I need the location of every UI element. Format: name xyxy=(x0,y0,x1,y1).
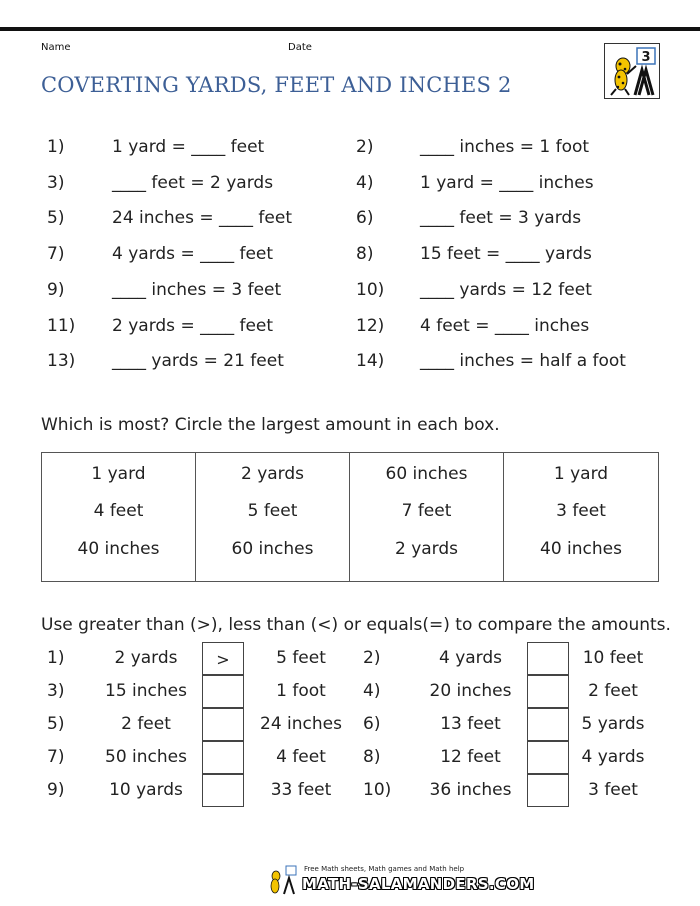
footer-tagline: Free Math sheets, Math games and Math help xyxy=(304,865,465,873)
answer-box[interactable] xyxy=(527,741,569,774)
which-is-most-boxes xyxy=(41,452,659,582)
amount-option[interactable]: 60 inches xyxy=(385,464,468,484)
section3-heading: Use greater than (>), less than (<) or equals(=) to compare the amounts. xyxy=(41,615,671,635)
answer-box[interactable] xyxy=(527,774,569,807)
answer-box[interactable] xyxy=(527,675,569,708)
comparison-amount-a: 15 inches xyxy=(105,681,187,701)
question-text[interactable]: 24 inches = ____ feet xyxy=(112,208,292,228)
comparison-row xyxy=(0,675,700,708)
salamander-logo-icon xyxy=(604,43,660,99)
answer-box[interactable] xyxy=(202,774,244,807)
comparison-number: 7) xyxy=(47,747,65,767)
answer-box[interactable] xyxy=(527,642,569,675)
question-text[interactable]: ____ inches = 1 foot xyxy=(420,137,590,157)
question-text[interactable]: ____ yards = 12 feet xyxy=(420,280,592,300)
question-number: 7) xyxy=(47,244,65,264)
comparison-amount-b: 5 yards xyxy=(581,714,645,734)
comparison-row xyxy=(0,774,700,807)
comparison-amount-b: 2 feet xyxy=(588,681,638,701)
question-number: 9) xyxy=(47,280,65,300)
comparison-number: 3) xyxy=(47,681,65,701)
answer-box[interactable] xyxy=(202,741,244,774)
amount-option[interactable]: 60 inches xyxy=(231,539,314,559)
comparison-amount-b: 10 feet xyxy=(582,648,644,668)
section2-heading: Which is most? Circle the largest amount in each box. xyxy=(41,415,500,435)
comparison-number: 2) xyxy=(363,648,381,668)
question-text[interactable]: ____ yards = 21 feet xyxy=(112,351,284,371)
comparison-row xyxy=(0,642,700,675)
question-text[interactable]: ____ feet = 2 yards xyxy=(112,173,274,193)
question-text[interactable]: 1 yard = ____ inches xyxy=(420,173,594,193)
comparison-amount-a: 2 yards xyxy=(114,648,178,668)
comparison-amount-a: 50 inches xyxy=(105,747,187,767)
question-number: 5) xyxy=(47,208,65,228)
amount-box xyxy=(196,453,350,581)
amount-option[interactable]: 40 inches xyxy=(540,539,622,559)
comparison-row xyxy=(0,741,700,774)
question-number: 3) xyxy=(47,173,65,193)
question-number: 10) xyxy=(356,280,385,300)
comparison-number: 6) xyxy=(363,714,381,734)
footer-logo xyxy=(266,864,535,896)
amount-option[interactable]: 1 yard xyxy=(91,464,146,484)
comparison-amount-a: 4 yards xyxy=(438,648,503,668)
comparison-amount-b: 1 foot xyxy=(276,681,326,701)
question-number: 4) xyxy=(356,173,374,193)
amount-option[interactable]: 5 feet xyxy=(247,501,298,521)
amount-option[interactable]: 4 feet xyxy=(93,501,144,521)
amount-option[interactable]: 7 feet xyxy=(401,501,452,521)
question-number: 8) xyxy=(356,244,374,264)
comparison-row xyxy=(0,708,700,741)
comparison-amount-a: 12 feet xyxy=(440,747,501,767)
amount-option[interactable]: 3 feet xyxy=(556,501,606,521)
question-number: 1) xyxy=(47,137,65,157)
comparison-amount-a: 20 inches xyxy=(429,681,512,701)
comparison-amount-b: 33 feet xyxy=(270,780,332,800)
question-text[interactable]: ____ inches = half a foot xyxy=(420,351,626,371)
date-label: Date xyxy=(288,42,312,53)
comparison-amount-a: 13 feet xyxy=(440,714,501,734)
comparison-number: 1) xyxy=(47,648,65,668)
comparison-number: 4) xyxy=(363,681,381,701)
comparison-amount-a: 10 yards xyxy=(109,780,183,800)
question-text[interactable]: ____ inches = 3 feet xyxy=(112,280,282,300)
question-text[interactable]: 15 feet = ____ yards xyxy=(420,244,592,264)
footer-salamander-icon xyxy=(266,864,300,896)
question-number: 14) xyxy=(356,351,385,371)
comparison-amount-b: 4 yards xyxy=(581,747,645,767)
comparison-number: 9) xyxy=(47,780,65,800)
question-number: 6) xyxy=(356,208,374,228)
comparison-amount-a: 2 feet xyxy=(121,714,171,734)
question-text[interactable]: 2 yards = ____ feet xyxy=(112,316,274,336)
question-text[interactable]: ____ feet = 3 yards xyxy=(420,208,582,228)
comparison-number: 5) xyxy=(47,714,65,734)
comparison-amount-b: 24 inches xyxy=(260,714,342,734)
question-number: 13) xyxy=(47,351,76,371)
question-number: 12) xyxy=(356,316,385,336)
page-title: COVERTING YARDS, FEET AND INCHES 2 xyxy=(41,73,512,97)
amount-option[interactable]: 2 yards xyxy=(394,539,459,559)
answer-box[interactable] xyxy=(527,708,569,741)
question-text[interactable]: 1 yard = ____ feet xyxy=(112,137,265,157)
question-text[interactable]: 4 feet = ____ inches xyxy=(420,316,590,336)
amount-option[interactable]: 1 yard xyxy=(553,464,609,484)
answer-box[interactable] xyxy=(202,675,244,708)
amount-box xyxy=(504,453,658,581)
amount-box xyxy=(350,453,504,581)
top-rule xyxy=(0,27,700,31)
name-label: Name xyxy=(41,42,71,53)
question-number: 2) xyxy=(356,137,374,157)
footer-brand: MATH-SALAMANDERS.COM xyxy=(302,875,535,893)
amount-option[interactable]: 2 yards xyxy=(240,464,305,484)
comparison-amount-a: 36 inches xyxy=(429,780,512,800)
comparison-amount-b: 4 feet xyxy=(276,747,326,767)
comparison-amount-b: 3 feet xyxy=(588,780,638,800)
question-number: 11) xyxy=(47,316,76,336)
question-text[interactable]: 4 yards = ____ feet xyxy=(112,244,274,264)
answer-box[interactable]: > xyxy=(202,642,244,675)
comparison-number: 10) xyxy=(363,780,392,800)
svg-text:3: 3 xyxy=(641,50,651,65)
amount-box xyxy=(42,453,196,581)
comparison-amount-b: 5 feet xyxy=(276,648,326,668)
amount-option[interactable]: 40 inches xyxy=(77,539,160,559)
comparison-number: 8) xyxy=(363,747,381,767)
answer-box[interactable] xyxy=(202,708,244,741)
